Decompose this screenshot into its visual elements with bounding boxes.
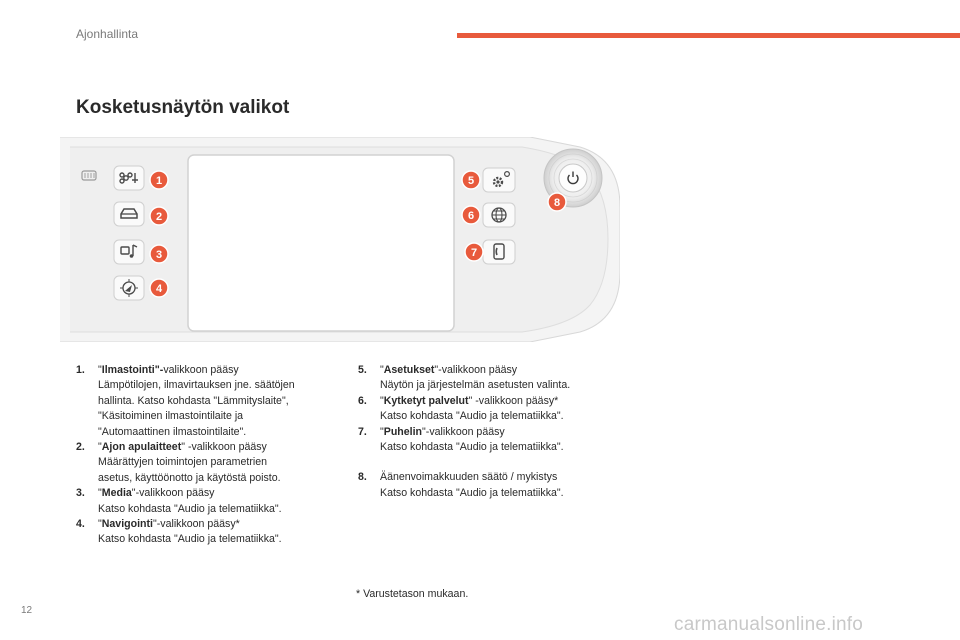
item-name: Ilmastointi <box>101 364 155 376</box>
item-heading-rest: -valikkoon pääsy* <box>472 394 559 407</box>
svg-text:6: 6 <box>467 210 475 222</box>
item-name: Asetukset <box>383 364 435 376</box>
item-line: Näytön ja järjestelmän asetusten valinta. <box>380 379 571 392</box>
item-heading-rest: -valikkoon pääsy <box>185 441 267 454</box>
legend-right-column <box>358 363 628 501</box>
callout-8 <box>548 193 566 211</box>
footnote: * Varustetason mukaan. <box>356 588 469 600</box>
item-number: 1. <box>76 364 85 376</box>
item-number: 8. <box>358 471 367 484</box>
quote: " <box>434 364 439 376</box>
quote: " <box>152 518 157 531</box>
callout-5 <box>462 171 480 189</box>
item-name: Navigointi <box>101 518 153 531</box>
watermark: carmanualsonline.info <box>674 614 864 635</box>
item-name: Media <box>101 487 132 500</box>
section-label: Ajonhallinta <box>76 27 139 41</box>
callout-2 <box>150 207 168 225</box>
menu-button-connected-services[interactable] <box>483 203 515 227</box>
quote: " <box>98 441 102 454</box>
page-number: 12 <box>21 605 33 616</box>
item-name: Ajon apulaitteet <box>101 441 182 454</box>
callout-4 <box>150 279 168 297</box>
legend-item-7 <box>358 425 628 456</box>
menu-button-driving[interactable] <box>114 202 144 226</box>
item-line: Katso kohdasta "Audio ja telematiikka". <box>380 486 564 499</box>
quote: "- <box>154 364 164 376</box>
item-number: 4. <box>76 518 85 531</box>
item-line: Määrättyjen toimintojen parametrien <box>98 456 267 469</box>
item-heading-rest: -valikkoon pääsy <box>135 487 215 500</box>
touchscreen-illustration <box>60 137 620 342</box>
quote: " <box>380 394 384 407</box>
svg-text:5: 5 <box>467 175 475 187</box>
menu-button-settings[interactable] <box>483 168 515 192</box>
svg-text:2: 2 <box>155 211 163 223</box>
quote: " <box>131 487 136 500</box>
spacer <box>358 455 628 470</box>
quote: " <box>98 518 102 531</box>
quote: " <box>468 394 473 407</box>
item-number: 2. <box>76 441 85 454</box>
legend-item-1 <box>76 363 346 440</box>
legend-item-6 <box>358 394 628 425</box>
item-line: Katso kohdasta "Audio ja telematiikka". <box>98 533 282 546</box>
callout-7 <box>465 243 483 261</box>
svg-text:4: 4 <box>155 283 163 295</box>
item-line: hallinta. Katso kohdasta "Lämmityslaite", <box>98 394 289 407</box>
menu-button-phone[interactable] <box>483 240 515 264</box>
item-number: 5. <box>358 364 367 376</box>
item-line: asetus, käyttöönotto ja käytöstä poisto. <box>98 471 281 484</box>
page-title: Kosketusnäytön valikot <box>76 97 290 118</box>
item-number: 6. <box>358 394 367 407</box>
item-heading-rest: -valikkoon pääsy <box>425 425 505 438</box>
svg-text:8: 8 <box>553 197 561 209</box>
legend-item-4 <box>76 517 346 548</box>
item-number: 3. <box>76 487 85 500</box>
item-line: Katso kohdasta "Audio ja telematiikka". <box>380 441 564 454</box>
quote: " <box>98 364 102 376</box>
callout-3 <box>150 245 168 263</box>
item-name: Puhelin <box>383 425 423 438</box>
legend-item-2 <box>76 440 346 486</box>
svg-text:7: 7 <box>470 247 478 259</box>
callout-6 <box>462 206 480 224</box>
item-line: Lämpötilojen, ilmavirtauksen jne. säätöjen <box>98 379 295 392</box>
quote: " <box>380 364 384 376</box>
item-heading: Äänenvoimakkuuden säätö / mykistys <box>380 471 558 484</box>
svg-text:3: 3 <box>155 249 163 261</box>
quote: " <box>422 425 426 438</box>
quote: " <box>380 425 384 438</box>
item-line: Katso kohdasta "Audio ja telematiikka". <box>98 502 282 515</box>
legend-left-column <box>76 363 346 548</box>
menu-button-navigation[interactable] <box>114 276 144 300</box>
quote: " <box>181 441 185 454</box>
menu-button-climate[interactable] <box>114 166 144 190</box>
item-heading-rest: -valikkoon pääsy* <box>156 518 240 531</box>
legend-item-3 <box>76 486 346 517</box>
accent-bar <box>457 33 960 38</box>
quote: " <box>98 487 102 500</box>
callout-1 <box>150 171 168 189</box>
item-line: "Automaattinen ilmastointilaite". <box>98 425 247 438</box>
item-line: Katso kohdasta "Audio ja telematiikka". <box>380 410 564 423</box>
item-heading-rest: -valikkoon pääsy <box>438 364 518 376</box>
item-heading-rest: valikkoon pääsy <box>163 364 239 376</box>
item-number: 7. <box>358 425 367 438</box>
menu-button-media[interactable] <box>114 240 144 264</box>
item-line: "Käsitoiminen ilmastointilaite ja <box>98 410 244 423</box>
touchscreen-display[interactable] <box>188 155 454 331</box>
svg-text:1: 1 <box>155 175 163 187</box>
legend-item-5 <box>358 363 628 394</box>
item-name: Kytketyt palvelut <box>383 394 469 407</box>
legend-item-8 <box>358 470 628 501</box>
